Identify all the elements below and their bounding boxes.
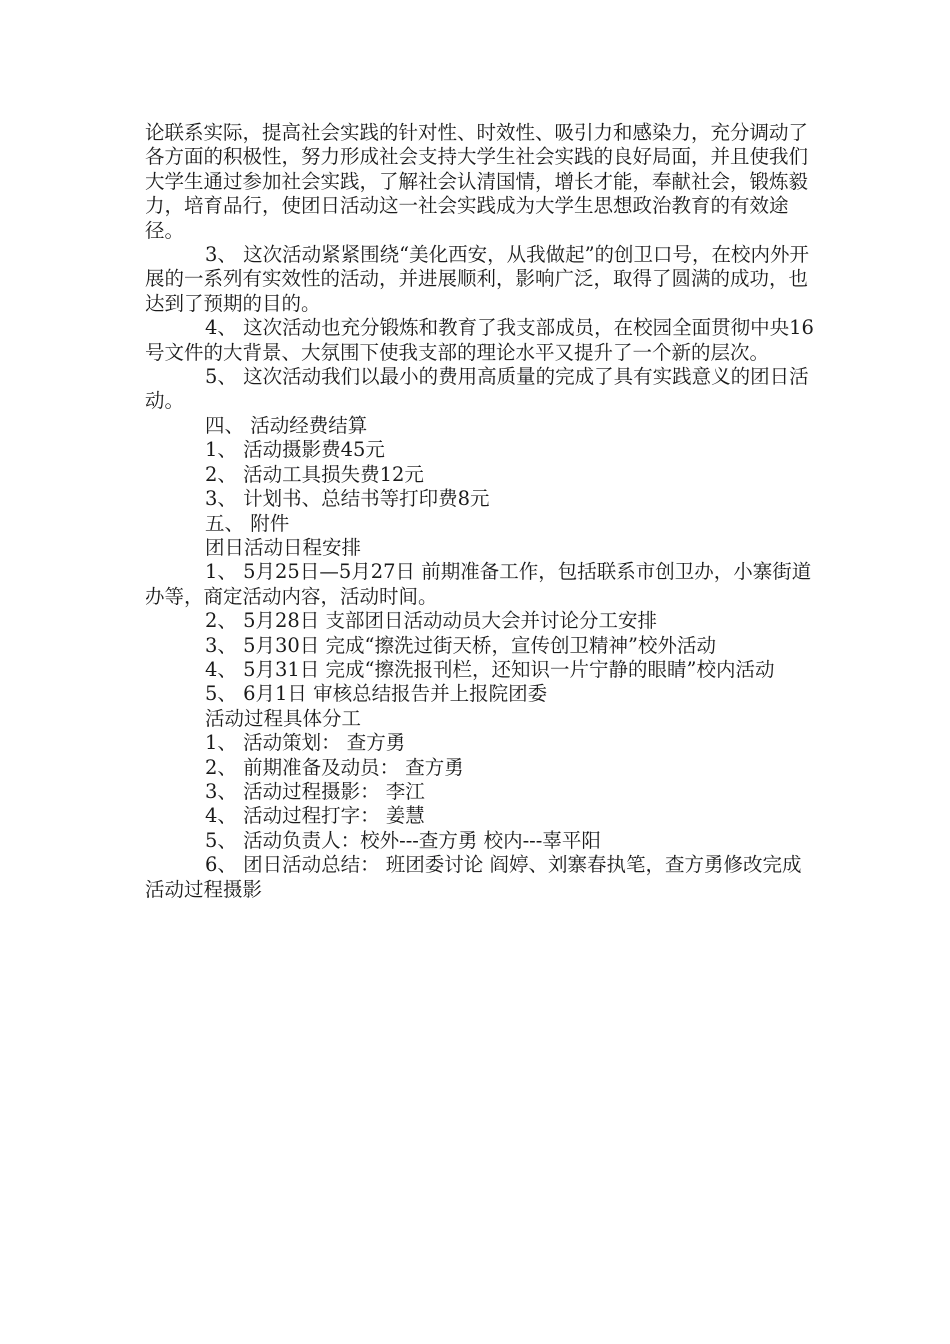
budget-item-2: 2、 活动工具损失费12元 xyxy=(205,462,424,486)
paragraph-item-5: 5、 这次活动我们以最小的费用高质量的完成了具有实践意义的团日活动。 xyxy=(145,365,809,413)
division-heading: 活动过程具体分工 xyxy=(205,706,362,730)
document-body xyxy=(145,121,815,902)
schedule-item-5: 5、 6月1日 审核总结报告并上报院团委 xyxy=(205,682,548,706)
section-heading-attachment: 五、 附件 xyxy=(205,511,290,535)
paragraph-item-3: 3、 这次活动紧紧围绕“美化西安，从我做起”的创卫口号，在校内外开展的一系列有实效性的活动，并进展顺利，影响广泛，取得了圆满的成功，也达到了预期的目的。 xyxy=(145,243,810,315)
budget-item-3: 3、 计划书、总结书等打印费8元 xyxy=(205,487,490,511)
division-item-5: 5、 活动负责人：校外---查方勇 校内---辜平阳 xyxy=(205,828,601,852)
schedule-item-2: 2、 5月28日 支部团日活动动员大会并讨论分工安排 xyxy=(205,609,658,633)
paragraph-continuation: 论联系实际，提高社会实践的针对性、时效性、吸引力和感染力，充分调动了各方面的积极性，努力形成社会支持大学生社会实践的良好局面，并且使我们大学生通过参加社会实践，了解社会认清国情，增长才能，奉献社会，锻炼毅力，培育品行，使团日活动这一社会实践成为大学生思想政治教育的有效途径。 xyxy=(145,121,809,242)
schedule-item-3: 3、 5月30日 完成“擦洗过街天桥，宣传创卫精神”校外活动 xyxy=(205,633,716,657)
section-heading-budget: 四、 活动经费结算 xyxy=(205,413,368,437)
division-item-4: 4、 活动过程打字： 姜慧 xyxy=(205,804,425,828)
division-item-3: 3、 活动过程摄影： 李江 xyxy=(205,779,425,803)
paragraph-item-4: 4、 这次活动也充分锻炼和教育了我支部成员，在校园全面贯彻中央16号文件的大背景、大氛围下使我支部的理论水平又提升了一个新的层次。 xyxy=(145,316,814,364)
schedule-heading: 团日活动日程安排 xyxy=(205,535,362,559)
schedule-item-1: 1、 5月25日—5月27日 前期准备工作，包括联系市创卫办，小寨街道办等，商定活动内容，活动时间。 xyxy=(145,560,812,608)
division-item-2: 2、 前期准备及动员： 查方勇 xyxy=(205,755,464,779)
budget-item-1: 1、 活动摄影费45元 xyxy=(205,438,385,462)
division-item-1: 1、 活动策划： 查方勇 xyxy=(205,731,406,755)
schedule-item-4: 4、 5月31日 完成“擦洗报刊栏，还知识一片宁静的眼睛”校内活动 xyxy=(205,657,775,681)
division-item-6: 6、 团日活动总结： 班团委讨论 阎婷、刘寨春执笔，查方勇修改完成活动过程摄影 xyxy=(145,853,802,901)
